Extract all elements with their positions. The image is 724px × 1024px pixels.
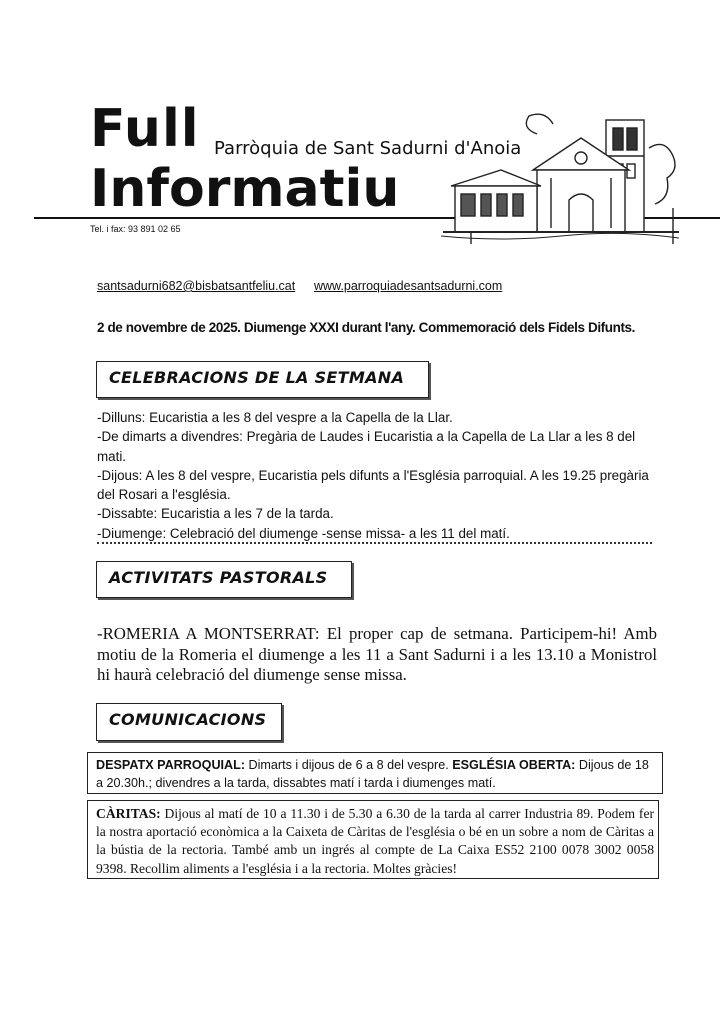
esglesia-text: Dijous de 18 a 20.30h.; divendres a la tarda, dissabtes matí i tarda i diumenges matí. xyxy=(96,758,649,790)
dotted-divider xyxy=(97,542,652,544)
section-header-activitats xyxy=(96,561,352,598)
contact-email-link[interactable]: santsadurni682@bisbatsantfeliu.cat xyxy=(97,279,296,293)
caritas-text: Dijous al matí de 10 a 11.30 i de 5.30 a 6.30 de la tarda al carrer Industria 89. Podem fer la nostra aportació econòmica a la Caixeta de Càritas de l'església o bé en un sobre a nom de Càritas a la bústia de la rectoria. També amb un ingrés al compte de La Caixa ES52 2100 0078 3002 0058 9398. Recollim aliments a l'església i a la rectoria. Moltes gràcies! xyxy=(96,806,654,876)
caritas-label: CÀRITAS: xyxy=(96,806,161,821)
contact-website-link[interactable]: www.parroquiadesantsadurni.com xyxy=(314,279,503,293)
section-title: CELEBRACIONS DE LA SETMANA xyxy=(109,368,405,387)
date-line: 2 de novembre de 2025. Diumenge XXXI durant l'any. Commemoració dels Fidels Difunts. xyxy=(97,320,636,335)
list-item: -Dijous: A les 8 del vespre, Eucaristia pels difunts a l'Església parroquial. A les 19.25 pregària del Rosari a l'església. xyxy=(97,467,649,503)
list-item: -Dissabte: Eucaristia a les 7 de la tarda. xyxy=(97,506,334,522)
section-header-celebracions xyxy=(96,361,429,398)
celebracions-list xyxy=(97,408,657,543)
list-item: -De dimarts a divendres: Pregària de Laudes i Eucaristia a la Capella de La Llar a les 8 del mati. xyxy=(97,429,636,464)
despatx-box xyxy=(87,752,663,794)
masthead-title-full: Full xyxy=(90,99,200,159)
despatx-label: DESPATX PARROQUIAL: xyxy=(96,758,246,772)
church-icon xyxy=(441,108,681,244)
parish-name: Parròquia de Sant Sadurni d'Anoia xyxy=(214,138,522,159)
despatx-text: Dimarts i dijous de 6 a 8 del vespre. xyxy=(245,758,453,772)
masthead-title-informatiu: Informatiu xyxy=(90,159,400,219)
list-item: -Diumenge: Celebració del diumenge -sense missa- a les 11 del matí. xyxy=(97,525,510,541)
tel-fax: Tel. i fax: 93 891 02 65 xyxy=(90,224,181,234)
esglesia-label: ESGLÉSIA OBERTA: xyxy=(452,758,576,772)
section-header-comunicacions xyxy=(96,703,282,741)
list-item: -Dilluns: Eucaristia a les 8 del vespre a la Capella de la Llar. xyxy=(97,410,453,425)
activitats-text: -ROMERIA A MONTSERRAT: El proper cap de setmana. Participem-hi! Amb motiu de la Romeria el diumenge a les 11 a Sant Sadurni i a les 13.10 a Monistrol hi haurà celebració del diumenge sense missa. xyxy=(97,624,657,684)
caritas-box xyxy=(87,800,659,879)
section-title: COMUNICACIONS xyxy=(109,710,267,729)
section-title: ACTIVITATS PASTORALS xyxy=(109,568,328,587)
